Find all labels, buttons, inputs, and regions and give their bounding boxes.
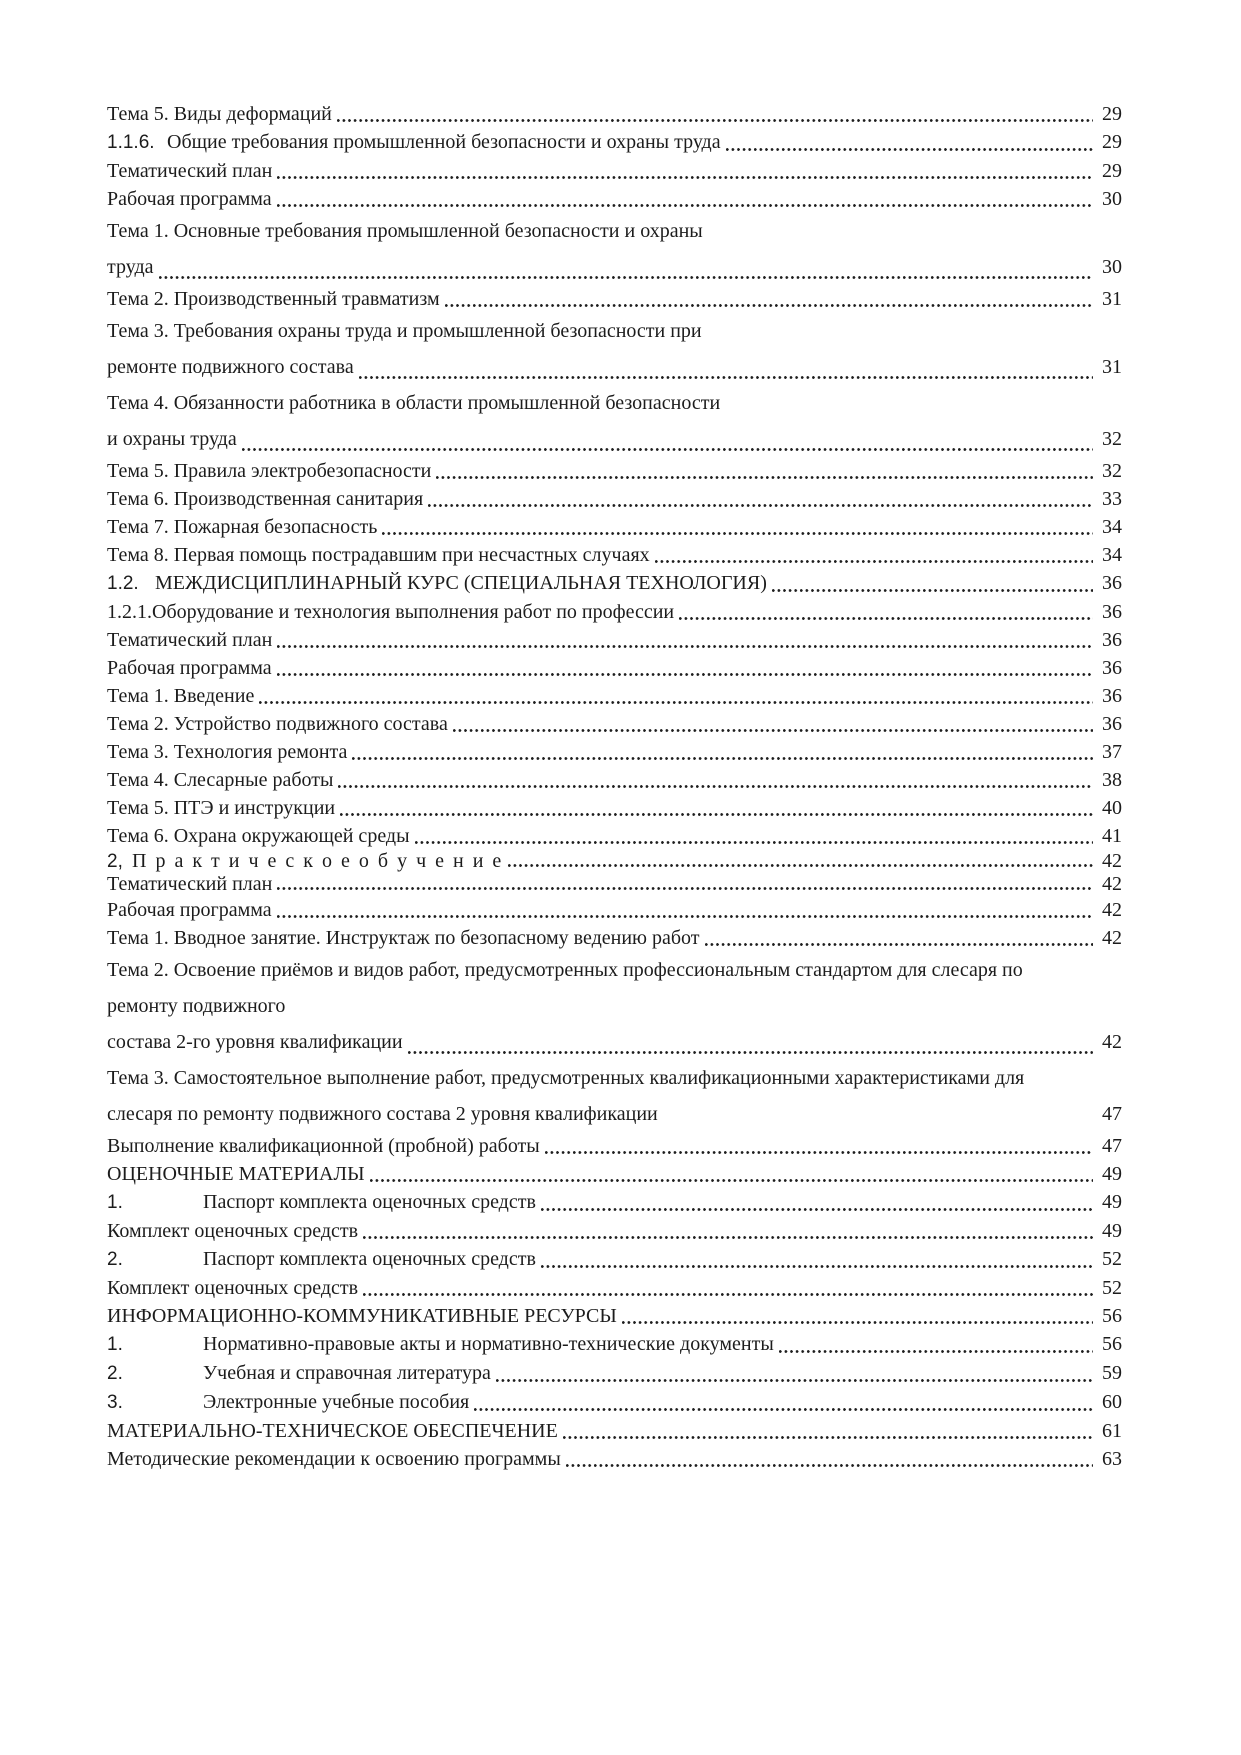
page-number: 36 [1102, 685, 1122, 707]
dot-leader [340, 811, 1093, 818]
toc-entry [107, 682, 1122, 710]
dot-leader [159, 274, 1093, 281]
page-number: 56 [1102, 1305, 1122, 1327]
dot-leader [277, 913, 1093, 920]
toc-entry [107, 1302, 1122, 1330]
page-number: 33 [1102, 488, 1122, 510]
toc-entry [107, 598, 1122, 626]
dot-leader [382, 530, 1093, 537]
toc-entry-title: 1.2.1.Оборудование и технология выполнения работ по профессии [107, 601, 675, 623]
toc-entry [107, 1388, 1122, 1417]
dot-leader [679, 615, 1093, 622]
toc-entry [107, 1132, 1122, 1160]
dot-leader [338, 783, 1093, 790]
toc-entry [107, 896, 1122, 924]
toc-entry [107, 1096, 1122, 1132]
dot-leader [277, 885, 1093, 892]
toc-entry-title: Тема 3. Технология ремонта [107, 741, 348, 763]
toc-entry-title: П р а к т и ч е с к о е о б у ч е н и е [132, 850, 504, 872]
dot-leader [277, 671, 1093, 678]
page-number: 34 [1102, 544, 1122, 566]
page-number: 36 [1102, 572, 1122, 594]
toc-entry-title: и охраны труда [107, 428, 237, 450]
toc-entry [107, 924, 1122, 952]
toc-entry [107, 1445, 1122, 1473]
toc-entry [107, 285, 1122, 313]
toc-entry [107, 385, 1122, 421]
toc-entry [107, 541, 1122, 569]
page-number: 36 [1102, 629, 1122, 651]
dot-leader [428, 502, 1093, 509]
page-number: 49 [1102, 1163, 1122, 1185]
dot-leader [541, 1206, 1093, 1213]
dot-leader [622, 1319, 1093, 1326]
dot-leader [726, 146, 1093, 153]
toc-entry [107, 794, 1122, 822]
page-number: 42 [1102, 1031, 1122, 1053]
toc-entry-number: 2, [107, 851, 123, 872]
toc-entry-title: Общие требования промышленной безопасности и охраны труда [167, 131, 721, 153]
page-number: 41 [1102, 825, 1122, 847]
toc-entry [107, 421, 1122, 457]
toc-entry-title: ремонту подвижного [107, 995, 286, 1017]
toc-entry [107, 1330, 1122, 1359]
toc-entry-title: Тема 5. Виды деформаций [107, 103, 332, 125]
toc-entry [107, 349, 1122, 385]
toc-entry-title: Рабочая программа [107, 899, 272, 921]
toc-entry [107, 157, 1122, 185]
page-number: 36 [1102, 657, 1122, 679]
page-number: 37 [1102, 741, 1122, 763]
toc-entry-number: 1. [107, 1334, 123, 1355]
toc-entry [107, 952, 1122, 988]
toc-entry [107, 1024, 1122, 1060]
page-number: 47 [1102, 1135, 1122, 1157]
dot-leader [408, 1049, 1093, 1056]
dot-leader [242, 446, 1093, 453]
toc-entry [107, 1417, 1122, 1445]
dot-leader [453, 727, 1093, 734]
dot-leader [563, 1434, 1093, 1441]
toc-entry-title: Тема 2. Производственный травматизм [107, 288, 440, 310]
page-number: 49 [1102, 1220, 1122, 1242]
toc-entry-title: Паспорт комплекта оценочных средств [203, 1191, 536, 1213]
page-number: 40 [1102, 797, 1122, 819]
page-number: 36 [1102, 713, 1122, 735]
page-number: 36 [1102, 601, 1122, 623]
toc-entry-title: Учебная и справочная литература [203, 1362, 491, 1384]
toc-entry-title: Тема 8. Первая помощь пострадавшим при несчастных случаях [107, 544, 650, 566]
toc-entry-title: Тема 5. Правила электробезопасности [107, 460, 432, 482]
page-number: 38 [1102, 769, 1122, 791]
toc-entry-number: 3. [107, 1392, 123, 1413]
page-number: 63 [1102, 1448, 1122, 1470]
toc-entry-number: 2. [107, 1249, 123, 1270]
toc-entry-title: Рабочая программа [107, 188, 272, 210]
toc-entry [107, 513, 1122, 541]
toc-entry [107, 738, 1122, 766]
page-number: 29 [1102, 131, 1122, 153]
dot-leader [359, 374, 1093, 381]
dot-leader [655, 558, 1093, 565]
toc-entry-title: Тема 5. ПТЭ и инструкции [107, 797, 336, 819]
toc-entry-title: ИНФОРМАЦИОННО-КОММУНИКАТИВНЫЕ РЕСУРСЫ [107, 1305, 617, 1327]
toc-entry-title: ОЦЕНОЧНЫЕ МАТЕРИАЛЫ [107, 1163, 365, 1185]
toc-entry [107, 185, 1122, 213]
dot-leader [663, 1121, 1093, 1128]
page-number: 30 [1102, 188, 1122, 210]
toc-entry-number: 2. [107, 1363, 123, 1384]
page-number: 31 [1102, 288, 1122, 310]
toc-entry [107, 850, 1122, 873]
page-number: 52 [1102, 1277, 1122, 1299]
page-number: 42 [1102, 927, 1122, 949]
toc-entry-title: слесаря по ремонту подвижного состава 2 уровня квалификации [107, 1103, 658, 1125]
toc-entry-title: труда [107, 256, 154, 278]
toc-entry-title: Выполнение квалификационной (пробной) работы [107, 1135, 540, 1157]
toc-entry-title: Тема 4. Обязанности работника в области промышленной безопасности [107, 392, 721, 414]
dot-leader [352, 755, 1093, 762]
toc-entry [107, 249, 1122, 285]
page-number: 31 [1102, 356, 1122, 378]
page-number: 29 [1102, 103, 1122, 125]
dot-leader [508, 862, 1093, 869]
dot-leader [436, 474, 1093, 481]
toc-entry-number: 1.1.6. [107, 132, 155, 153]
dot-leader [277, 202, 1093, 209]
toc-entry [107, 100, 1122, 128]
dot-leader [259, 699, 1093, 706]
page-number: 29 [1102, 160, 1122, 182]
toc-entry [107, 1217, 1122, 1245]
toc-entry [107, 766, 1122, 794]
toc-entry [107, 654, 1122, 682]
dot-leader [779, 1348, 1093, 1355]
toc-entry-title: Тема 1. Основные требования промышленной безопасности и охраны [107, 220, 703, 242]
page-number: 30 [1102, 256, 1122, 278]
dot-leader [566, 1462, 1093, 1469]
page-number: 59 [1102, 1362, 1122, 1384]
toc-entry-title: Комплект оценочных средств [107, 1277, 359, 1299]
toc-entry-title: Тематический план [107, 873, 273, 895]
page-number: 42 [1102, 873, 1122, 895]
toc-entry-title: Тема 2. Освоение приёмов и видов работ, предусмотренных профессиональным стандартом для слесаря по [107, 959, 1023, 981]
toc-entry-title: Тема 6. Охрана окружающей среды [107, 825, 410, 847]
toc-entry-title: Тематический план [107, 629, 273, 651]
toc-entry-title: Тема 1. Вводное занятие. Инструктаж по безопасному ведению работ [107, 927, 700, 949]
toc-entry [107, 128, 1122, 157]
dot-leader [541, 1263, 1093, 1270]
toc-entry-title: Тема 3. Требования охраны труда и промышленной безопасности при [107, 320, 702, 342]
toc-entry-title: Тема 2. Устройство подвижного состава [107, 713, 448, 735]
page-number: 52 [1102, 1248, 1122, 1270]
toc-entry [107, 213, 1122, 249]
toc-entry [107, 1274, 1122, 1302]
toc-entry-title: Рабочая программа [107, 657, 272, 679]
dot-leader [370, 1177, 1093, 1184]
page-number: 34 [1102, 516, 1122, 538]
toc-entry-title: МАТЕРИАЛЬНО-ТЕХНИЧЕСКОЕ ОБЕСПЕЧЕНИЕ [107, 1420, 558, 1442]
page-number: 32 [1102, 460, 1122, 482]
toc-entry-title: Электронные учебные пособия [203, 1391, 470, 1413]
toc-entry-title: Тематический план [107, 160, 273, 182]
page-number: 32 [1102, 428, 1122, 450]
dot-leader [545, 1149, 1093, 1156]
toc-entry [107, 1359, 1122, 1388]
toc-entry-title: ремонте подвижного состава [107, 356, 354, 378]
toc-entry-title: Комплект оценочных средств [107, 1220, 359, 1242]
toc-entry [107, 710, 1122, 738]
dot-leader [363, 1291, 1093, 1298]
dot-leader [772, 587, 1093, 594]
dot-leader [277, 174, 1093, 181]
dot-leader [337, 117, 1093, 124]
page-number: 47 [1102, 1103, 1122, 1125]
toc-entry [107, 626, 1122, 654]
toc-entry-title: Тема 6. Производственная санитария [107, 488, 424, 510]
page-number: 61 [1102, 1420, 1122, 1442]
toc-entry [107, 313, 1122, 349]
page-number: 56 [1102, 1333, 1122, 1355]
dot-leader [705, 941, 1094, 948]
toc-entry-title: Тема 4. Слесарные работы [107, 769, 334, 791]
table-of-contents [107, 100, 1122, 1473]
toc-entry [107, 988, 1122, 1024]
toc-entry-title: Тема 7. Пожарная безопасность [107, 516, 378, 538]
dot-leader [277, 643, 1093, 650]
toc-entry [107, 873, 1122, 896]
toc-entry [107, 569, 1122, 598]
toc-entry [107, 822, 1122, 850]
toc-entry-title: Тема 3. Самостоятельное выполнение работ, предусмотренных квалификационными характеристиками для [107, 1067, 1025, 1089]
page-number: 60 [1102, 1391, 1122, 1413]
page-number: 42 [1102, 850, 1122, 872]
dot-leader [474, 1406, 1093, 1413]
toc-entry-number: 1. [107, 1192, 123, 1213]
toc-entry-number: 1.2. [107, 573, 139, 594]
dot-leader [415, 839, 1093, 846]
toc-entry [107, 1188, 1122, 1217]
toc-entry [107, 1160, 1122, 1188]
dot-leader [445, 302, 1093, 309]
dot-leader [363, 1234, 1093, 1241]
toc-entry [107, 1245, 1122, 1274]
toc-entry [107, 1060, 1122, 1096]
page-number: 42 [1102, 899, 1122, 921]
toc-entry [107, 485, 1122, 513]
toc-entry [107, 457, 1122, 485]
toc-entry-title: Нормативно-правовые акты и нормативно-технические документы [203, 1333, 774, 1355]
dot-leader [496, 1377, 1093, 1384]
toc-entry-title: Методические рекомендации к освоению программы [107, 1448, 561, 1470]
toc-entry-title: Паспорт комплекта оценочных средств [203, 1248, 536, 1270]
toc-entry-title: Тема 1. Введение [107, 685, 255, 707]
toc-entry-title: МЕЖДИСЦИПЛИНАРНЫЙ КУРС (СПЕЦИАЛЬНАЯ ТЕХНОЛОГИЯ) [155, 572, 767, 594]
page-number: 49 [1102, 1191, 1122, 1213]
toc-entry-title: состава 2-го уровня квалификации [107, 1031, 403, 1053]
